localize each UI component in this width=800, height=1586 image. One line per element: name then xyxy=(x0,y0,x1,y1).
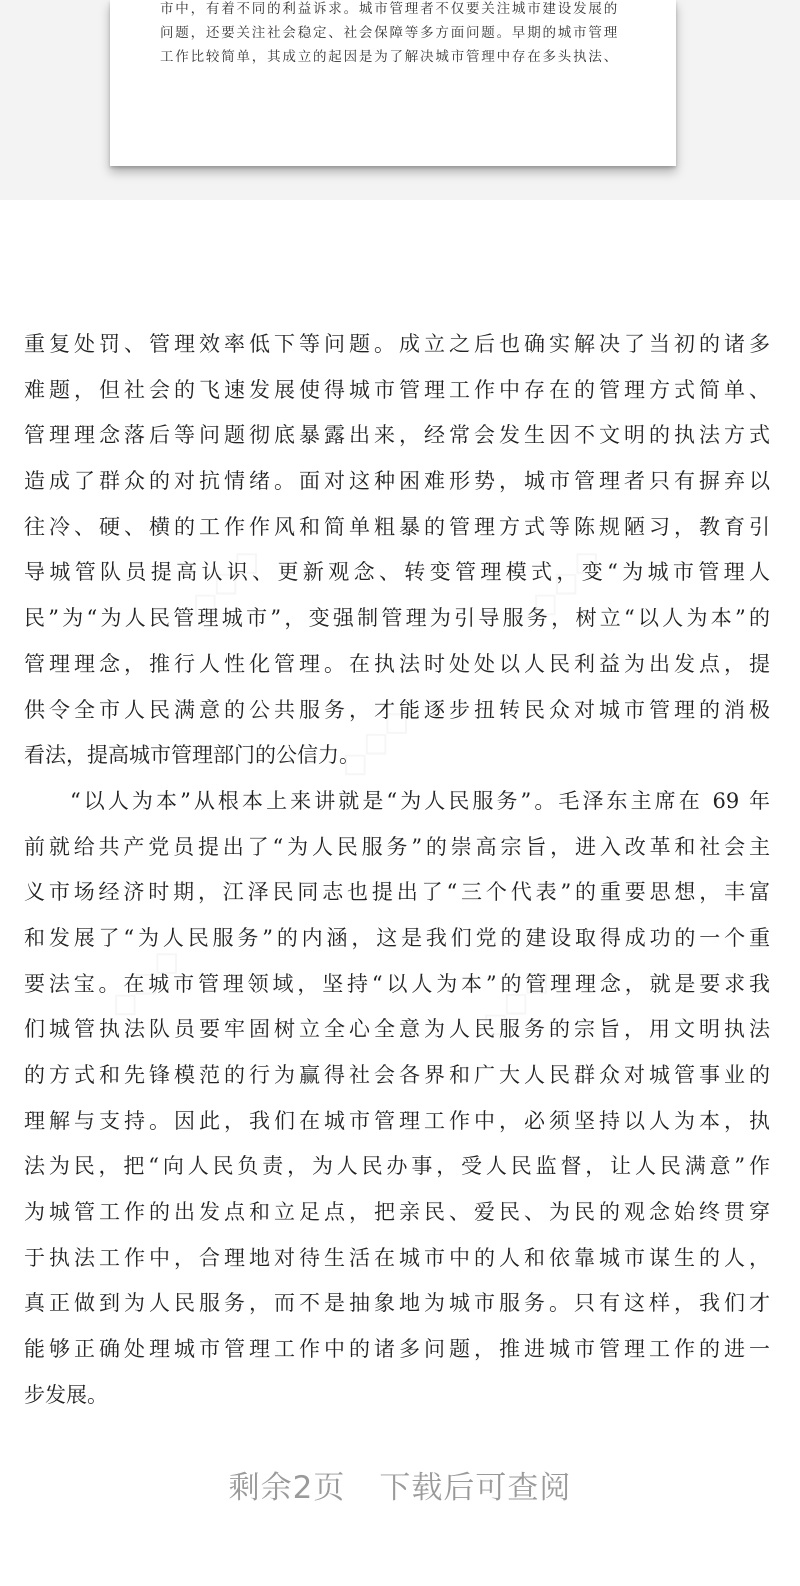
text-line: 法为民，把“向人民负责，为人民办事，受人民监督，让人民满意”作 xyxy=(24,1154,770,1179)
text-line: 能够正确处理城市管理工作中的诸多问题，推进城市管理工作的进一 xyxy=(24,1337,770,1362)
text-line: 重复处罚、管理效率低下等问题。成立之后也确实解决了当初的诸多 xyxy=(24,332,770,356)
text-line: “以人为本”从根本上来讲就是“为人民服务”。毛泽东主席在 69 年 xyxy=(70,788,770,813)
text-line: 管理理念，推行人性化管理。在执法时处处以人民利益为出发点，提 xyxy=(24,651,770,676)
text-line: 真正做到为人民服务，而不是抽象地为城市服务。只有这样，我们才 xyxy=(24,1291,770,1316)
text-line: 们城管执法队员要牢固树立全心全意为人民服务的宗旨，用文明执法 xyxy=(24,1017,770,1042)
remaining-pages-label: 剩余2页 xyxy=(228,1470,346,1506)
text-line: 看法，提高城市管理部门的公信力。 xyxy=(24,743,360,768)
text-line: 民”为“为人民管理城市”，变强制管理为引导服务，树立“以人为本”的 xyxy=(24,606,770,631)
text-line: 和发展了“为人民服务”的内涵，这是我们党的建设取得成功的一个重 xyxy=(24,925,770,950)
text-line: 步发展。 xyxy=(24,1382,108,1407)
text-line: 要法宝。在城市管理领域，坚持“以人为本”的管理理念，就是要求我 xyxy=(24,971,770,996)
text-line: 造成了群众的对抗情绪。面对这种困难形势，城市管理者只有摒弃以 xyxy=(24,469,770,494)
preview-line: 问题，还要关注社会稳定、社会保障等多方面问题。早期的城市管理 xyxy=(160,25,619,41)
text-line: 导城管队员提高认识、更新观念、转变管理模式，变“为城市管理人 xyxy=(24,560,770,585)
text-line: 管理理念落后等问题彻底暴露出来，经常会发生因不文明的执法方式 xyxy=(24,423,770,448)
document-body xyxy=(24,322,770,1419)
page-preview-card xyxy=(110,0,676,166)
text-line: 义市场经济时期，江泽民同志也提出了“三个代表”的重要思想，丰富 xyxy=(24,880,770,905)
text-line: 的方式和先锋模范的行为赢得社会各界和广大人民群众对城管事业的 xyxy=(24,1063,770,1087)
text-line: 理解与支持。因此，我们在城市管理工作中，必须坚持以人为本，执 xyxy=(24,1108,770,1133)
text-line: 于执法工作中，合理地对待生活在城市中的人和依靠城市谋生的人， xyxy=(24,1245,770,1270)
text-line: 供令全市人民满意的公共服务，才能逐步扭转民众对城市管理的消极 xyxy=(24,697,770,722)
download-to-view-label: 下载后可查阅 xyxy=(379,1470,572,1506)
text-line: 前就给共产党员提出了“为人民服务”的崇高宗旨，进入改革和社会主 xyxy=(24,834,770,859)
preview-line: 工作比较简单，其成立的起因是为了解决城市管理中存在多头执法、 xyxy=(160,49,619,65)
text-line: 难题，但社会的飞速发展使得城市管理工作中存在的管理方式简单、 xyxy=(24,377,770,402)
text-line: 为城管工作的出发点和立足点，把亲民、爱民、为民的观念始终贯穿 xyxy=(24,1200,770,1225)
preview-line: 市中，有着不同的利益诉求。城市管理者不仅要关注城市建设发展的 xyxy=(160,1,619,17)
text-line: 往冷、硬、横的工作作风和简单粗暴的管理方式等陈规陋习，教育引 xyxy=(24,514,770,539)
download-prompt[interactable] xyxy=(0,1462,800,1507)
